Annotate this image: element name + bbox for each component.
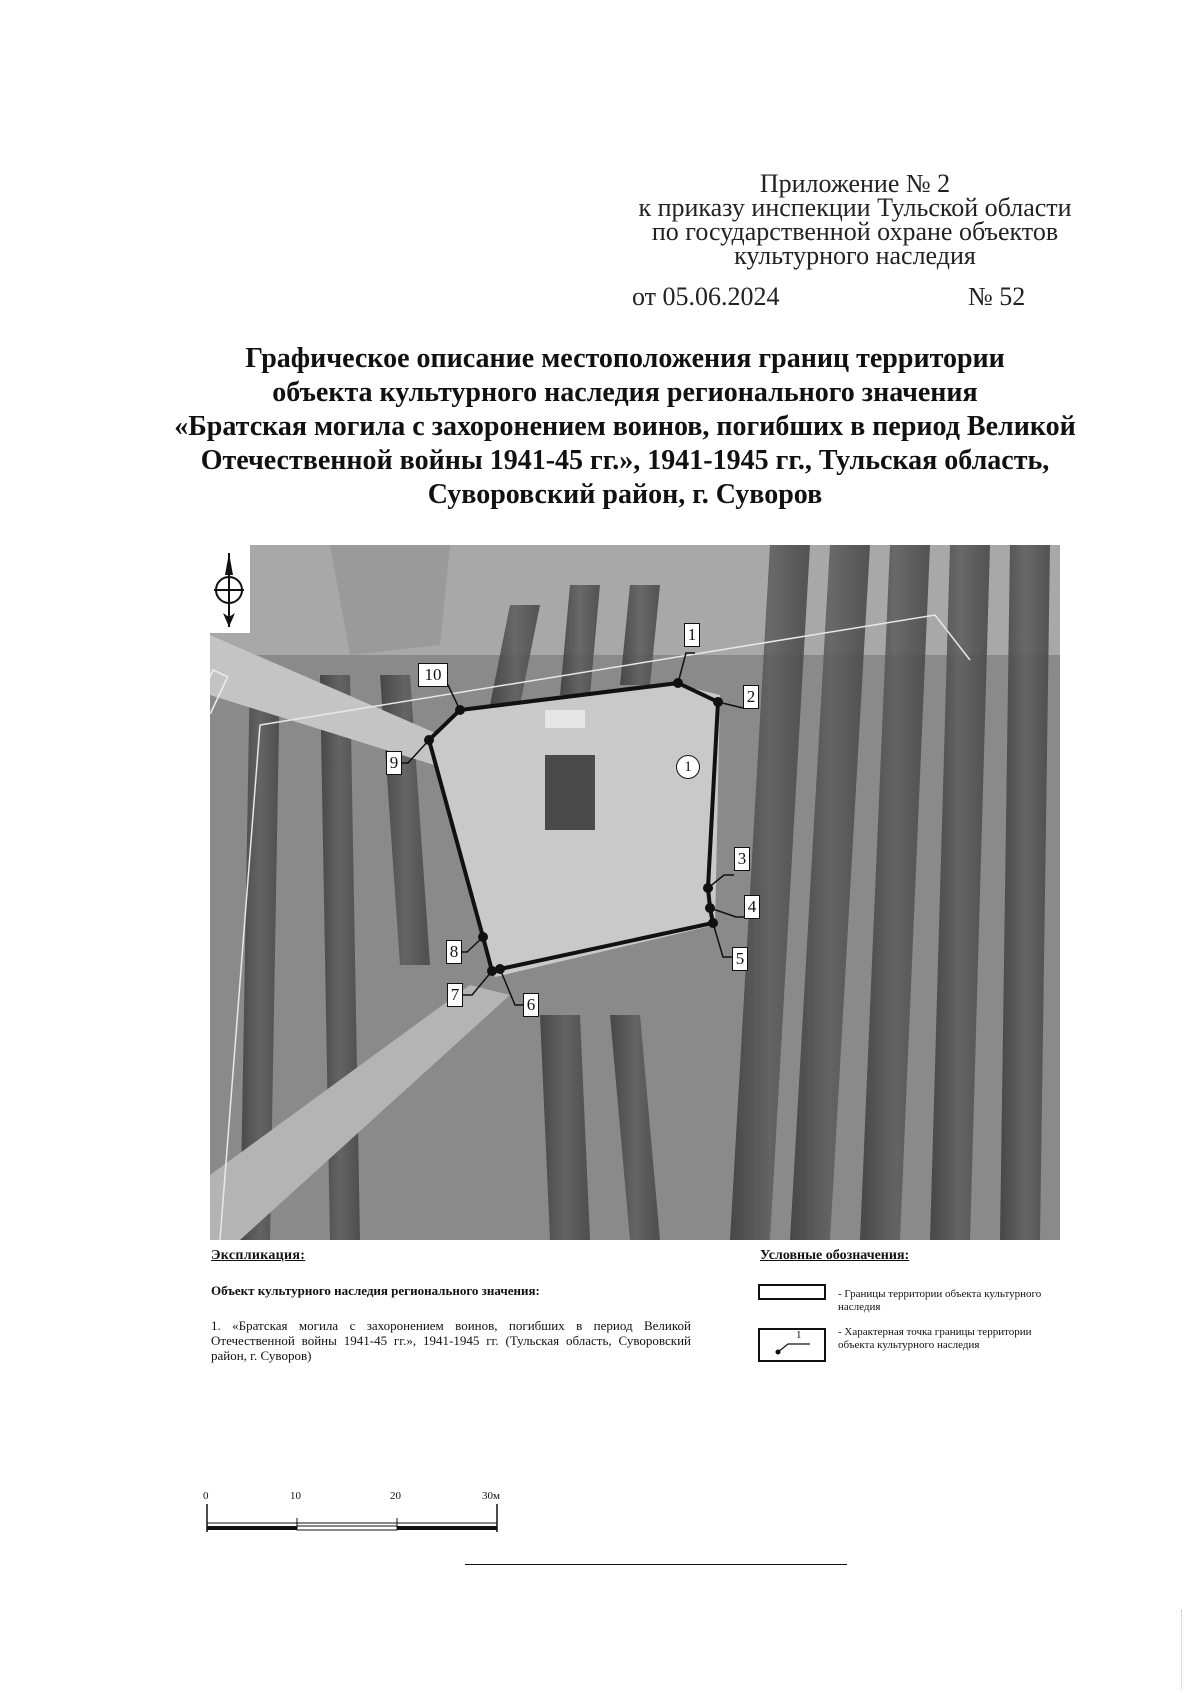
signature-line xyxy=(465,1564,847,1565)
map-svg xyxy=(210,545,1060,1240)
title-line: Отечественной войны 1941-45 гг.», 1941-1945 гг., Тульская область, xyxy=(200,445,1050,476)
scale-tick: 10 xyxy=(290,1490,301,1502)
order-date: от 05.06.2024 xyxy=(632,282,780,311)
appendix-line: по государственной охране объектов xyxy=(651,217,1059,246)
scan-edge-marks xyxy=(1181,1610,1184,1690)
top-field xyxy=(330,545,450,655)
explication-item: 1. «Братская могила с захоронением воинов, погибших в период Великой Отечественной войны 1941-45 гг.», 1941-1945 гг. (Тульская область, Суворовский район, г. Суворов) xyxy=(211,1318,691,1363)
point-label: 4 xyxy=(744,895,760,919)
point-label: 5 xyxy=(732,947,748,971)
legend-heading: Условные обозначения: xyxy=(760,1248,910,1263)
appendix-line: к приказу инспекции Тульской области xyxy=(638,193,1072,222)
point-label: 2 xyxy=(743,685,759,709)
scale-tick: 30м xyxy=(482,1490,500,1502)
legend-boundary-label: - Границы территории объекта культурного наследия xyxy=(838,1288,1042,1313)
point-label: 8 xyxy=(446,940,462,964)
document-title xyxy=(150,342,1100,512)
point-label: 1 xyxy=(684,623,700,647)
title-line: объекта культурного наследия регионального значения xyxy=(272,377,978,408)
order-number: № 52 xyxy=(968,282,1026,311)
point-label: 6 xyxy=(523,993,539,1017)
monument-shape xyxy=(545,755,595,830)
title-line: Суворовский район, г. Суворов xyxy=(427,479,823,510)
legend-point-swatch xyxy=(758,1328,826,1362)
appendix-block xyxy=(595,169,1115,270)
title-line: Графическое описание местоположения границ территории xyxy=(245,343,1005,374)
legend-point-label: - Характерная точка границы территории объекта культурного наследия xyxy=(838,1326,1032,1351)
scale-bar xyxy=(200,1490,520,1545)
title-line: «Братская могила с захоронением воинов, погибших в период Великой xyxy=(174,411,1076,442)
point-leader-icon xyxy=(760,1330,824,1360)
north-arrow-icon xyxy=(210,545,250,633)
point-label: 3 xyxy=(734,847,750,871)
object-marker: 1 xyxy=(676,755,700,779)
explication-heading: Экспликация: xyxy=(211,1248,306,1263)
appendix-line: Приложение № 2 xyxy=(759,169,951,198)
scale-bar-svg xyxy=(200,1490,520,1540)
site-map xyxy=(210,545,1060,1240)
scale-tick: 20 xyxy=(390,1490,401,1502)
point-label: 7 xyxy=(447,983,463,1007)
site-light-spot xyxy=(545,710,585,728)
explication-subheading: Объект культурного наследия регионального значения: xyxy=(211,1283,540,1298)
appendix-line: культурного наследия xyxy=(734,241,976,270)
legend-boundary-swatch xyxy=(758,1284,826,1300)
point-label: 9 xyxy=(386,751,402,775)
scale-tick: 0 xyxy=(203,1490,209,1502)
point-label: 10 xyxy=(418,663,448,687)
legend-point-sample: 1 xyxy=(796,1329,802,1341)
